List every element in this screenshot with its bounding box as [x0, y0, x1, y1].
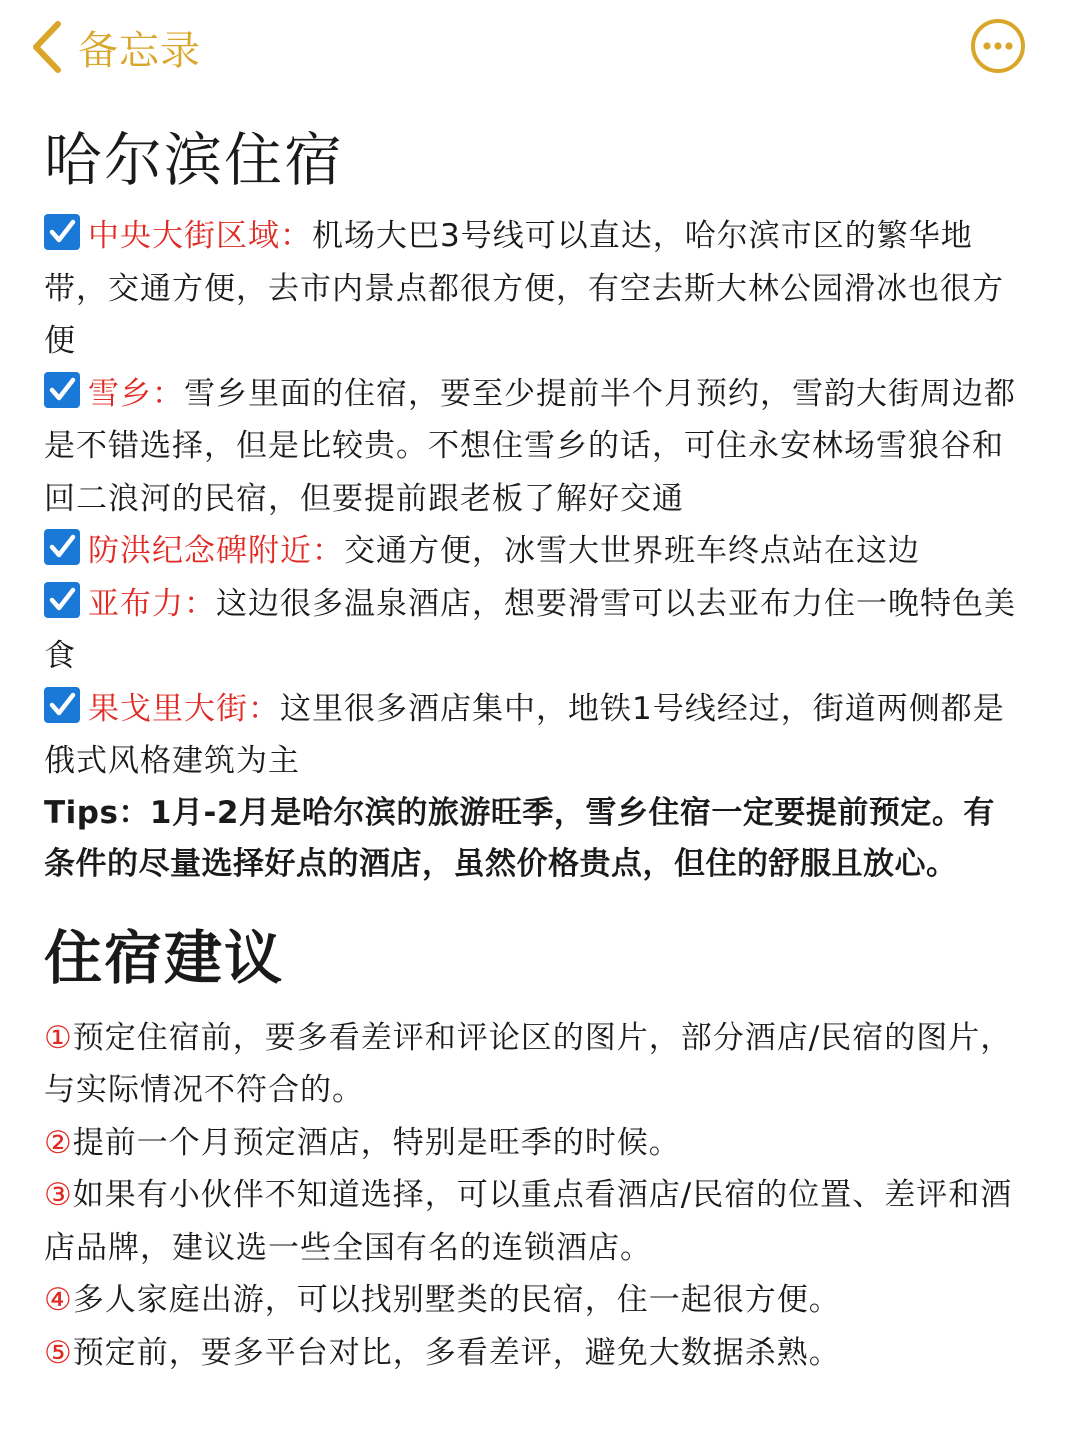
area-name: 防洪纪念碑附近： — [88, 533, 344, 569]
checklist-item — [44, 578, 1024, 683]
more-dots-icon — [970, 18, 1026, 74]
nav-bar — [0, 0, 1080, 96]
advice-list — [44, 1012, 1024, 1380]
item-text: 这里很多酒店集中，地铁1号线经过，街道两侧都是俄式风格建筑为主 — [44, 690, 1005, 779]
advice-number: ③ — [44, 1177, 73, 1213]
area-name: 果戈里大街： — [88, 690, 280, 727]
checkbox-checked-icon[interactable] — [44, 372, 80, 408]
item-text: 这边很多温泉酒店，想要滑雪可以去亚布力住一晚特色美食 — [44, 585, 1016, 674]
advice-item — [44, 1274, 1024, 1327]
checklist — [44, 210, 1024, 788]
advice-number: ⑤ — [44, 1334, 73, 1371]
advice-number: ④ — [44, 1282, 73, 1318]
area-name: 中央大街区域： — [88, 218, 312, 254]
tips-text: Tips：1月-2月是哈尔滨的旅游旺季，雪乡住宿一定要提前预定。有条件的尽量选择好点的酒店，虽然价格贵点，但住的舒服且放心。 — [44, 794, 995, 882]
area-name: 雪乡： — [88, 375, 184, 412]
more-button[interactable] — [970, 18, 1026, 74]
checkbox-checked-icon[interactable] — [44, 582, 80, 618]
note-content[interactable] — [44, 120, 1024, 1379]
checkbox-checked-icon[interactable] — [44, 687, 80, 723]
advice-title: 住宿建议 — [44, 923, 285, 992]
advice-text: 预定前，要多平台对比，多看差评，避免大数据杀熟。 — [72, 1334, 841, 1371]
advice-item — [44, 1117, 1024, 1170]
back-button[interactable] — [30, 18, 201, 76]
item-text: 雪乡里面的住宿，要至少提前半个月预约，雪韵大街周边都是不错选择，但是比较贵。不想住雪乡的话，可住永安林场雪狼谷和回二浪河的民宿，但要提前跟老板了解好交通 — [44, 375, 1016, 517]
checklist-item — [44, 210, 1024, 368]
checklist-item — [44, 368, 1024, 526]
advice-item — [44, 1012, 1024, 1117]
item-text: 机场大巴3号线可以直达，哈尔滨市区的繁华地带，交通方便，去市内景点都很方便，有空去斯大林公园滑冰也很方便 — [44, 218, 1004, 359]
advice-text: 多人家庭出游，可以找别墅类的民宿，住一起很方便。 — [72, 1282, 841, 1318]
advice-text: 提前一个月预定酒店，特别是旺季的时候。 — [72, 1124, 681, 1161]
area-name: 亚布力： — [88, 585, 216, 622]
checkbox-checked-icon[interactable] — [44, 214, 80, 250]
advice-text: 预定住宿前，要多看差评和评论区的图片，部分酒店/民宿的图片，与实际情况不符合的。 — [44, 1019, 1013, 1108]
checklist-item — [44, 525, 1024, 578]
chevron-left-icon — [30, 20, 64, 74]
checkbox-checked-icon[interactable] — [44, 529, 80, 565]
advice-number: ② — [44, 1124, 73, 1161]
advice-item — [44, 1169, 1024, 1274]
back-label: 备忘录 — [78, 27, 201, 74]
advice-item — [44, 1327, 1024, 1380]
advice-text: 如果有小伙伴不知道选择，可以重点看酒店/民宿的位置、差评和酒店品牌，建议选一些全国有名的连锁酒店。 — [44, 1177, 1013, 1266]
advice-number: ① — [44, 1019, 73, 1056]
note-title: 哈尔滨住宿 — [44, 126, 345, 194]
checklist-item — [44, 683, 1024, 788]
item-text: 交通方便，冰雪大世界班车终点站在这边 — [344, 533, 920, 569]
